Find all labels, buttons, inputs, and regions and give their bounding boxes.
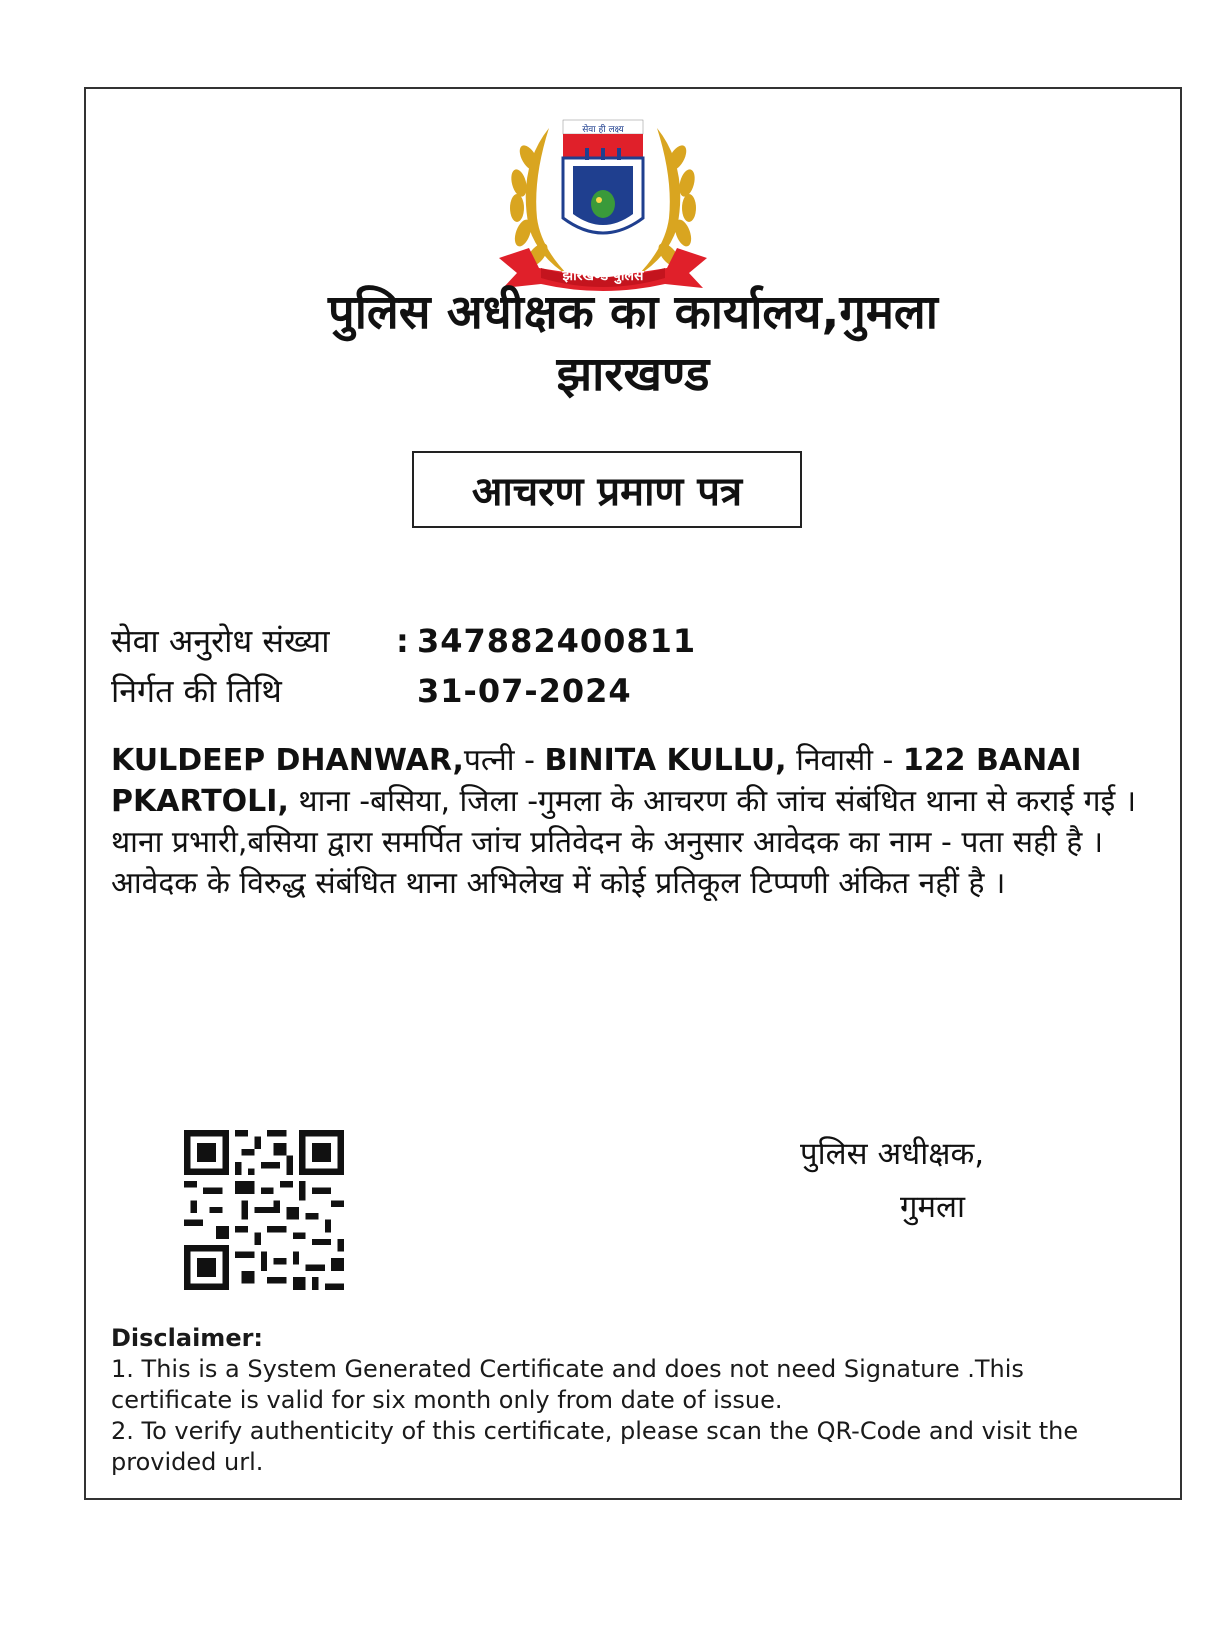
resident-label: निवासी -: [786, 743, 903, 778]
body-statement: थाना -बसिया, जिला -गुमला के आचरण की जांच संबंधित थाना से कराई गई । थाना प्रभारी,बसिया द्वारा समर्पित जांच प्रतिवेदन के अनुसार आवेदक का नाम - पता सही है । आवेदक के विरुद्ध संबंधित थाना अभिलेख में कोई प्रतिकूल टिप्पणी अंकित नहीं है ।: [111, 784, 1137, 901]
office-title-line2: झारखण्ड: [556, 347, 710, 402]
signatory-block: [800, 1128, 1040, 1234]
signatory-designation: पुलिस अधीक्षक,: [800, 1136, 985, 1172]
disclaimer-heading: Disclaimer:: [111, 1324, 264, 1352]
applicant-address: 122 BANAI PKARTOLI,: [111, 743, 1082, 819]
certificate-title-box: [412, 451, 802, 528]
request-number-row: [111, 616, 696, 666]
qr-code-icon[interactable]: [184, 1130, 344, 1290]
issue-date-value: 31-07-2024: [417, 672, 632, 710]
office-title-line1: पुलिस अधीक्षक का कार्यालय,गुमला: [328, 285, 938, 340]
disclaimer-item-1: 1. This is a System Generated Certificate and does not need Signature .This certificate is valid for six month only from date of issue.: [111, 1355, 1024, 1414]
certificate-meta: [111, 616, 696, 716]
spouse-name: BINITA KULLU,: [544, 743, 787, 778]
issue-date-label: निर्गत की तिथि: [111, 672, 282, 710]
request-number-value: 347882400811: [417, 622, 697, 660]
disclaimer: [111, 1323, 1151, 1478]
certificate-title: आचरण प्रमाण पत्र: [471, 469, 743, 515]
issue-date-row: [111, 666, 696, 716]
request-number-colon: :: [396, 622, 409, 660]
request-number-label: सेवा अनुरोध संख्या: [111, 622, 330, 660]
disclaimer-item-2: 2. To verify authenticity of this certificate, please scan the QR-Code and visit the provided url.: [111, 1417, 1079, 1476]
emblem-motto: सेवा ही लक्ष्य: [582, 125, 624, 135]
emblem-ribbon-text: झारखण्ड पुलिस: [562, 268, 644, 284]
signatory-place: गुमला: [900, 1189, 966, 1225]
office-title: [84, 282, 1182, 406]
applicant-name: KULDEEP DHANWAR,: [111, 743, 464, 778]
certificate-body: [111, 740, 1141, 904]
spouse-label: पत्नी -: [463, 743, 545, 778]
